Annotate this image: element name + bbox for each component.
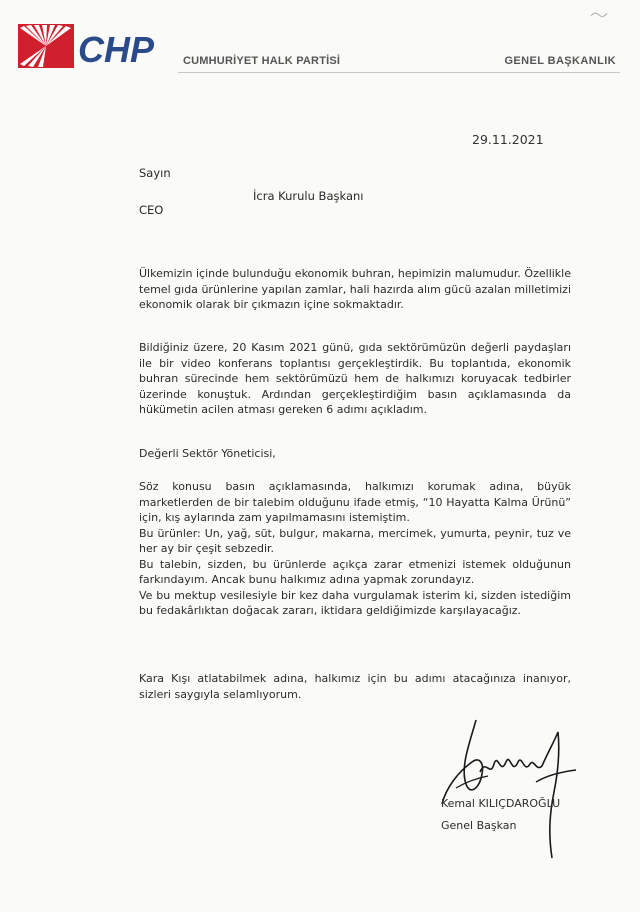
- salutation: Sayın: [139, 166, 171, 180]
- paragraph-3: Değerli Sektör Yöneticisi,: [139, 447, 276, 460]
- party-name: CUMHURİYET HALK PARTİSİ: [183, 55, 341, 67]
- handwritten-signature: [436, 712, 586, 862]
- recipient-title: İcra Kurulu Başkanı: [253, 189, 364, 203]
- paragraph-4: [139, 479, 571, 619]
- letterhead: [18, 22, 620, 76]
- scribble-mark-icon: [590, 10, 608, 18]
- department-name: GENEL BAŞKANLIK: [504, 55, 616, 67]
- letterhead-divider: [178, 72, 620, 73]
- signer-name: Kemal KILIÇDAROĞLU: [441, 797, 561, 810]
- paragraph-4a: Söz konusu basın açıklamasında, halkımızı korumak adına, büyük marketlerden de bir talebim olduğunu ifade etmiş, “10 Hayatta Kalma Ürünü” için, kış aylarında zam yapılmamasını istemiştim.: [139, 480, 571, 524]
- svg-text:CHP: CHP: [78, 29, 155, 70]
- paragraph-2: Bildiğiniz üzere, 20 Kasım 2021 günü, gıda sektörümüzün değerli paydaşları ile bir video konferans toplantısı gerçekleştirdik. Bu toplantıda, ekonomik buhran sürecinde hem sektörümüzü hem de halkımızı koruyacak tedbirler üzerinde konuştuk. Ardından gerçekleştirdiğim basın açıklamasında da hükümetin acilen atması gereken 6 adımı açıkladım.: [139, 341, 571, 416]
- paragraph-4b: Bu ürünler: Un, yağ, süt, bulgur, makarna, mercimek, yumurta, peynir, tuz ve her ay bir çeşit sebzedir.: [139, 526, 571, 555]
- paragraph-4c: Bu talebin, sizden, bu ürünlerde açıkça zarar etmenizi istemek olduğunun farkındayım. Ancak bunu halkımız adına yapmak zorundayız.: [139, 557, 571, 586]
- letter-date: 29.11.2021: [472, 132, 544, 147]
- paragraph-1: Ülkemizin içinde bulunduğu ekonomik buhran, hepimizin malumudur. Özellikle temel gıda ürünlerine yapılan zamlar, hali hazırda alım gücü azalan milletimizi ekonomik olarak bir çıkmazın içine sokmaktadır.: [139, 267, 571, 311]
- paragraph-4d: Ve bu mektup vesilesiyle bir kez daha vurgulamak isterim ki, sizden istediğim bu fedakârlıktan doğacak zararı, iktidara geldiğimizde karşılayacağız.: [139, 588, 571, 617]
- recipient-role: CEO: [139, 203, 164, 217]
- paragraph-5: Kara Kışı atlatabilmek adına, halkımız için bu adımı atacağınıza inanıyor, sizleri saygıyla selamlıyorum.: [139, 672, 571, 701]
- chp-logo: [18, 22, 178, 72]
- signer-title: Genel Başkan: [441, 819, 517, 832]
- chp-logo-icon: [18, 22, 178, 72]
